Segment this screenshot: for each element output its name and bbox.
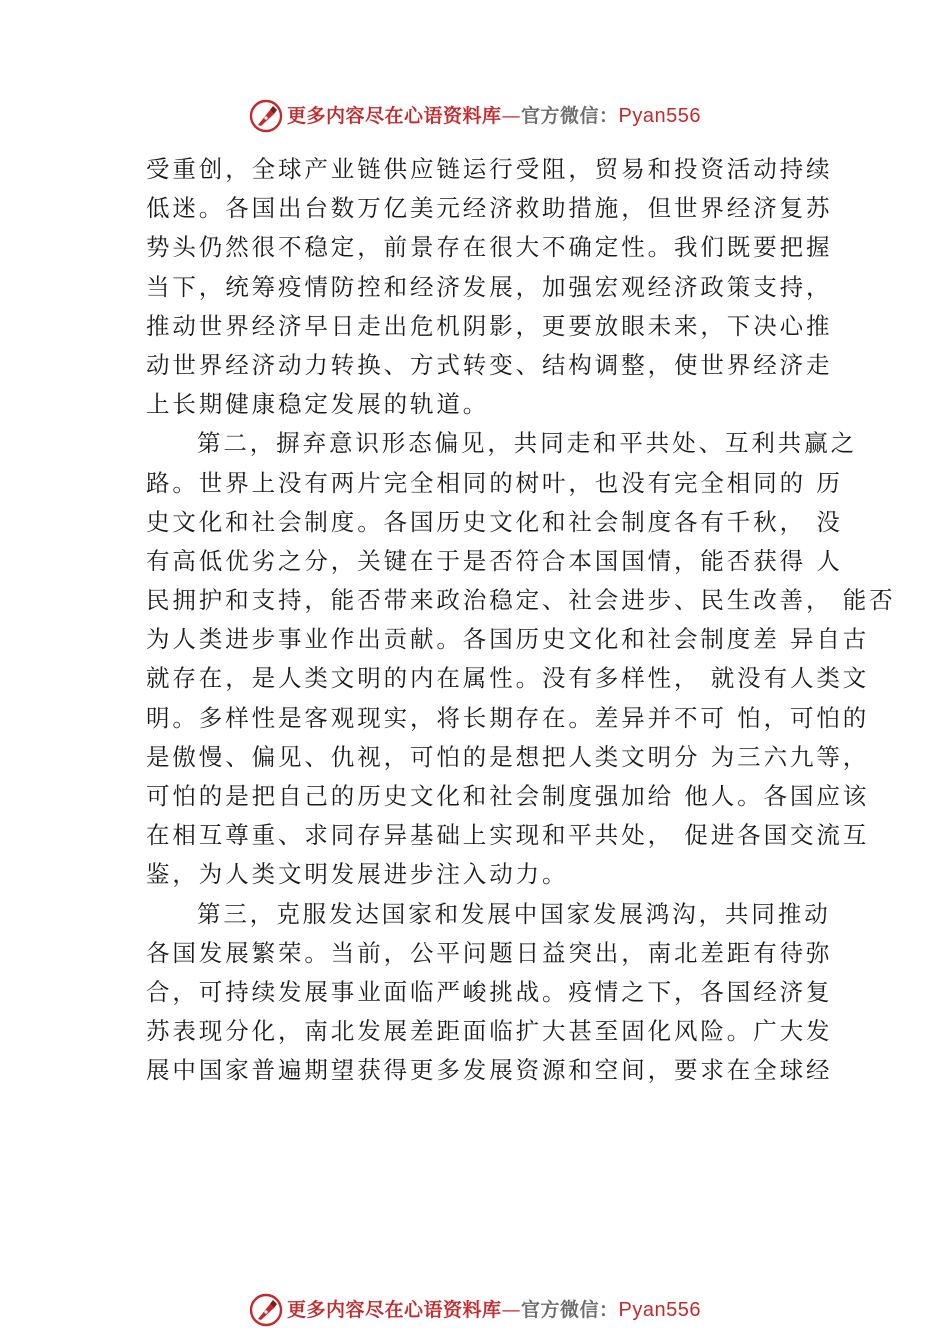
text-line: 有高低优劣之分，关键在于是否符合本国国情，能否获得 人	[146, 546, 843, 575]
text-line: 上长期健康稳定发展的轨道。	[146, 390, 490, 419]
text-line: 明。多样性是客观现实，将长期存在。差异并不可 怕，可怕的	[146, 703, 870, 732]
banner-dash: —	[501, 1299, 522, 1321]
text-line: 可怕的是把自己的历史文化和社会制度强加给 他人。各国应该	[146, 782, 870, 810]
text-line: 推动世界经济早日走出危机阴影，更要放眼未来，下决心推	[146, 311, 833, 340]
banner-main-text: 更多内容尽在心语资料库	[287, 1299, 502, 1321]
text-line: 当下，统筹疫情防控和经济发展，加强宏观经济政策支持，	[146, 272, 833, 301]
text-line: 是傲慢、偏见、仇视，可怕的是想把人类文明分 为三六九等，	[146, 742, 870, 771]
banner-label: 官方微信：	[521, 1299, 619, 1321]
footer-watermark	[0, 1290, 950, 1330]
text-line: 为人类进步事业作出贡献。各国历史文化和社会制度差 异自古	[146, 625, 870, 654]
text-line: 合，可持续发展事业面临严峻挑战。疫情之下，各国经济复	[146, 977, 833, 1006]
text-line: 各国发展繁荣。当前，公平问题日益突出，南北差距有待弥	[146, 938, 833, 967]
paragraph-start-line: 第二，摒弃意识形态偏见，共同走和平共处、互利共赢之	[197, 429, 857, 458]
pen-nib-logo-icon	[249, 99, 283, 133]
banner-wechat-id: Pyan556	[618, 105, 701, 127]
text-line: 受重创，全球产业链供应链运行受阻，贸易和投资活动持续	[146, 155, 833, 183]
text-line: 苏表现分化，南北发展差距面临扩大甚至固化风险。广大发	[146, 1017, 833, 1046]
text-line: 低迷。各国出台数万亿美元经济救助措施，但世界经济复苏	[146, 194, 833, 223]
text-line: 史文化和社会制度。各国历史文化和社会制度各有千秋， 没	[146, 507, 843, 536]
header-watermark	[0, 96, 950, 136]
paragraph-start-line: 第三，克服发达国家和发展中国家发展鸿沟，共同推动	[197, 899, 831, 928]
pen-nib-logo-icon	[249, 1293, 283, 1327]
text-line: 展中国家普遍期望获得更多发展资源和空间，要求在全球经	[146, 1056, 833, 1085]
banner-main-text: 更多内容尽在心语资料库	[287, 105, 502, 127]
text-line: 民拥护和支持，能否带来政治稳定、社会进步、民生改善， 能否	[146, 586, 896, 615]
document-body	[146, 150, 896, 1091]
banner-wechat-id: Pyan556	[618, 1299, 701, 1321]
banner-label: 官方微信：	[521, 105, 619, 127]
text-line: 路。世界上没有两片完全相同的树叶，也没有完全相同的 历	[146, 468, 843, 497]
text-line: 势头仍然很不稳定，前景存在很大不确定性。我们既要把握	[146, 233, 833, 262]
text-line: 鉴，为人类文明发展进步注入动力。	[146, 860, 569, 889]
text-line: 就存在，是人类文明的内在属性。没有多样性， 就没有人类文	[146, 664, 870, 693]
text-line: 动世界经济动力转换、方式转变、结构调整，使世界经济走	[146, 350, 833, 379]
text-line: 在相互尊重、求同存异基础上实现和平共处， 促进各国交流互	[146, 821, 870, 850]
banner-dash: —	[501, 105, 522, 127]
